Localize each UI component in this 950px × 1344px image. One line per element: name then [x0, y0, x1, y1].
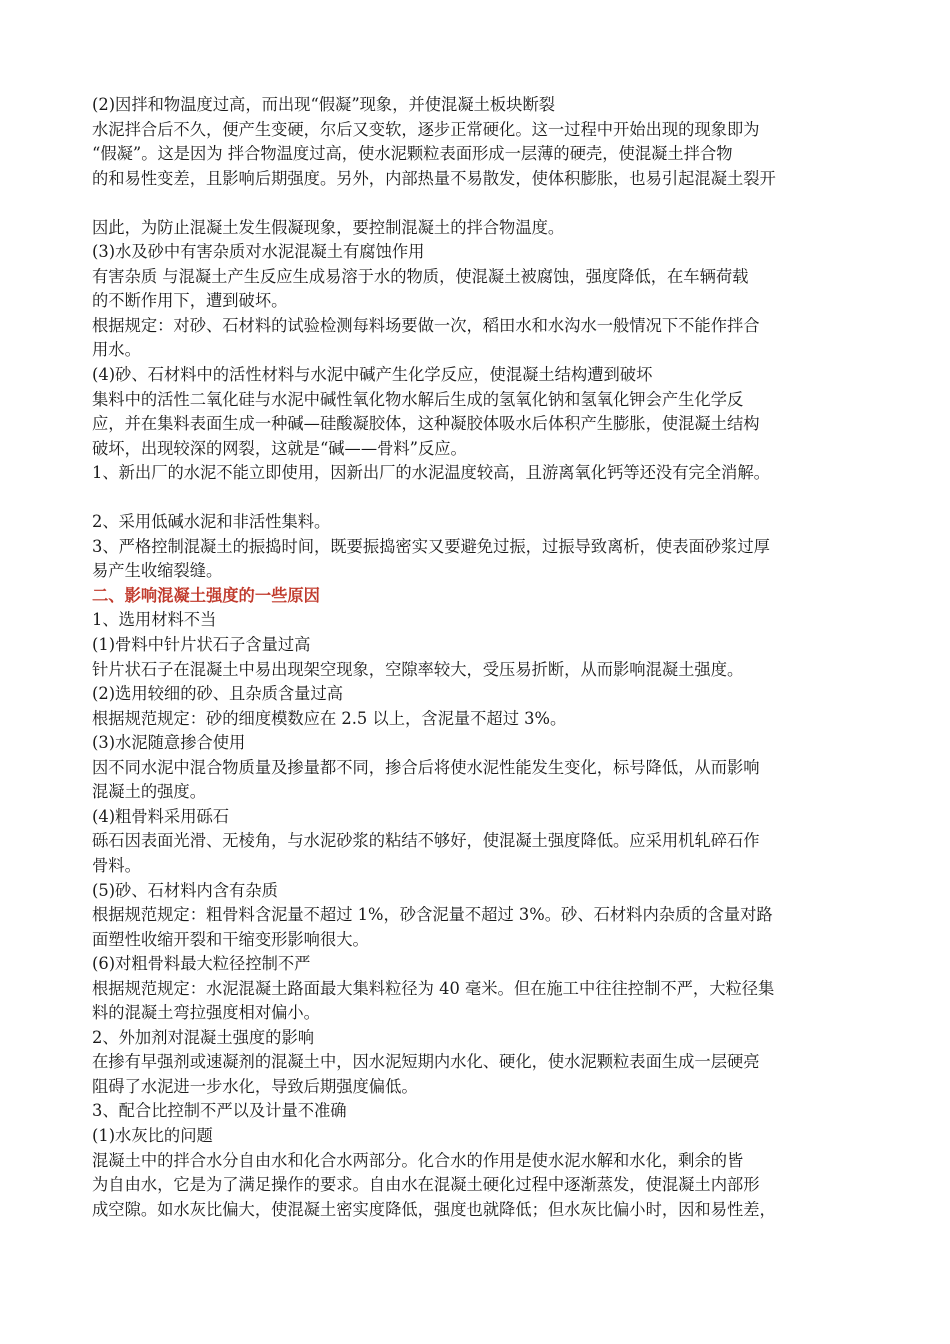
text-line: 砾石因表面光滑、无棱角，与水泥砂浆的粘结不够好，使混凝土强度降低。应采用机轧碎石作 [92, 831, 760, 851]
blank-line [92, 486, 862, 511]
text-line: (5)砂、石材料内含有杂质 [92, 880, 278, 900]
text-line: 根据规范规定：粗骨料含泥量不超过 1%，砂含泥量不超过 3%。砂、石材料内杂质的含量对路 [92, 905, 773, 925]
text-line: (3)水及砂中有害杂质对水泥混凝土有腐蚀作用 [92, 242, 425, 262]
text-line: (4)粗骨料采用砾石 [92, 806, 230, 826]
text-line: (6)对粗骨料最大粒径控制不严 [92, 954, 311, 974]
text-line: 水泥拌合后不久，便产生变硬，尔后又变软，逐步正常硬化。这一过程中开始出现的现象即为 [92, 119, 760, 139]
text-line: 用水。 [92, 340, 141, 360]
document-body [92, 93, 862, 1222]
text-line: 根据规范规定：砂的细度模数应在 2.5 以上，含泥量不超过 3%。 [92, 708, 567, 728]
text-line: 2、外加剂对混凝土强度的影响 [92, 1027, 315, 1047]
text-line: 混凝土的强度。 [92, 782, 206, 802]
text-line: (2)选用较细的砂、且杂质含量过高 [92, 684, 344, 704]
text-line: (3)水泥随意掺合使用 [92, 733, 246, 753]
text-line: (1)骨料中针片状石子含量过高 [92, 635, 311, 655]
text-line: 应，并在集料表面生成一种碱—硅酸凝胶体，这种凝胶体吸水后体积产生膨胀，使混凝土结构 [92, 414, 760, 434]
text-line: 因不同水泥中混合物质量及掺量都不同，掺合后将使水泥性能发生变化，标号降低，从而影响 [92, 757, 760, 777]
text-line: 的不断作用下，遭到破坏。 [92, 291, 288, 311]
text-line: 根据规范规定：水泥混凝土路面最大集料粒径为 40 毫米。但在施工中往往控制不严，大粒径集 [92, 978, 775, 998]
text-line: 破坏，出现较深的网裂，这就是“碱——骨料”反应。 [92, 438, 467, 458]
text-line: 因此，为防止混凝土发生假凝现象，要控制混凝土的拌合物温度。 [92, 217, 565, 237]
text-line: 混凝土中的拌合水分自由水和化合水两部分。化合水的作用是使水泥水解和水化，剩余的皆 [92, 1150, 744, 1170]
text-line: “假凝”。这是因为 拌合物温度过高，使水泥颗粒表面形成一层薄的硬壳，使混凝土拌合物 [92, 144, 733, 164]
section-heading: 二、影响混凝土强度的一些原因 [92, 585, 320, 605]
text-line: 骨料。 [92, 855, 141, 875]
text-line: 在掺有早强剂或速凝剂的混凝土中，因水泥短期内水化、硬化，使水泥颗粒表面生成一层硬亮 [92, 1052, 760, 1072]
text-line: 针片状石子在混凝土中易出现架空现象，空隙率较大，受压易折断，从而影响混凝土强度。 [92, 659, 744, 679]
blank-line [92, 191, 862, 216]
text-line: 2、采用低碱水泥和非活性集料。 [92, 512, 331, 532]
text-line: 1、选用材料不当 [92, 610, 217, 630]
text-line: (2)因拌和物温度过高，而出现“假凝”现象，并使混凝土板块断裂 [92, 95, 556, 114]
text-line: 有害杂质 与混凝土产生反应生成易溶于水的物质，使混凝土被腐蚀，强度降低，在车辆荷载 [92, 266, 749, 286]
text-line: 成空隙。如水灰比偏大，使混凝土密实度降低，强度也就降低；但水灰比偏小时，因和易性差， [92, 1199, 776, 1219]
text-line: 3、配合比控制不严以及计量不准确 [92, 1101, 347, 1121]
text-line: 的和易性变差，且影响后期强度。另外，内部热量不易散发，使体积膨胀，也易引起混凝土裂开 [92, 168, 776, 188]
text-line: 为自由水，它是为了满足操作的要求。自由水在混凝土硬化过程中逐渐蒸发，使混凝土内部形 [92, 1175, 760, 1195]
text-line: (1)水灰比的问题 [92, 1125, 213, 1145]
text-line: 根据规定：对砂、石材料的试验检测每料场要做一次，稻田水和水沟水一般情况下不能作拌合 [92, 315, 760, 335]
text-line: 易产生收缩裂缝。 [92, 561, 223, 581]
text-line: (4)砂、石材料中的活性材料与水泥中碱产生化学反应，使混凝土结构遭到破坏 [92, 365, 653, 385]
text-line: 料的混凝土弯拉强度相对偏小。 [92, 1003, 320, 1023]
text-line: 1、新出厂的水泥不能立即使用，因新出厂的水泥温度较高，且游离氧化钙等还没有完全消解。 [92, 463, 770, 483]
text-line: 集料中的活性二氧化硅与水泥中碱性氧化物水解后生成的氢氧化钠和氢氧化钾会产生化学反 [92, 389, 744, 409]
text-line: 阻碍了水泥进一步水化，导致后期强度偏低。 [92, 1076, 418, 1096]
text-line: 面塑性收缩开裂和干缩变形影响很大。 [92, 929, 369, 949]
text-line: 3、严格控制混凝土的振捣时间，既要振捣密实又要避免过振，过振导致离析，使表面砂浆过厚 [92, 536, 770, 556]
